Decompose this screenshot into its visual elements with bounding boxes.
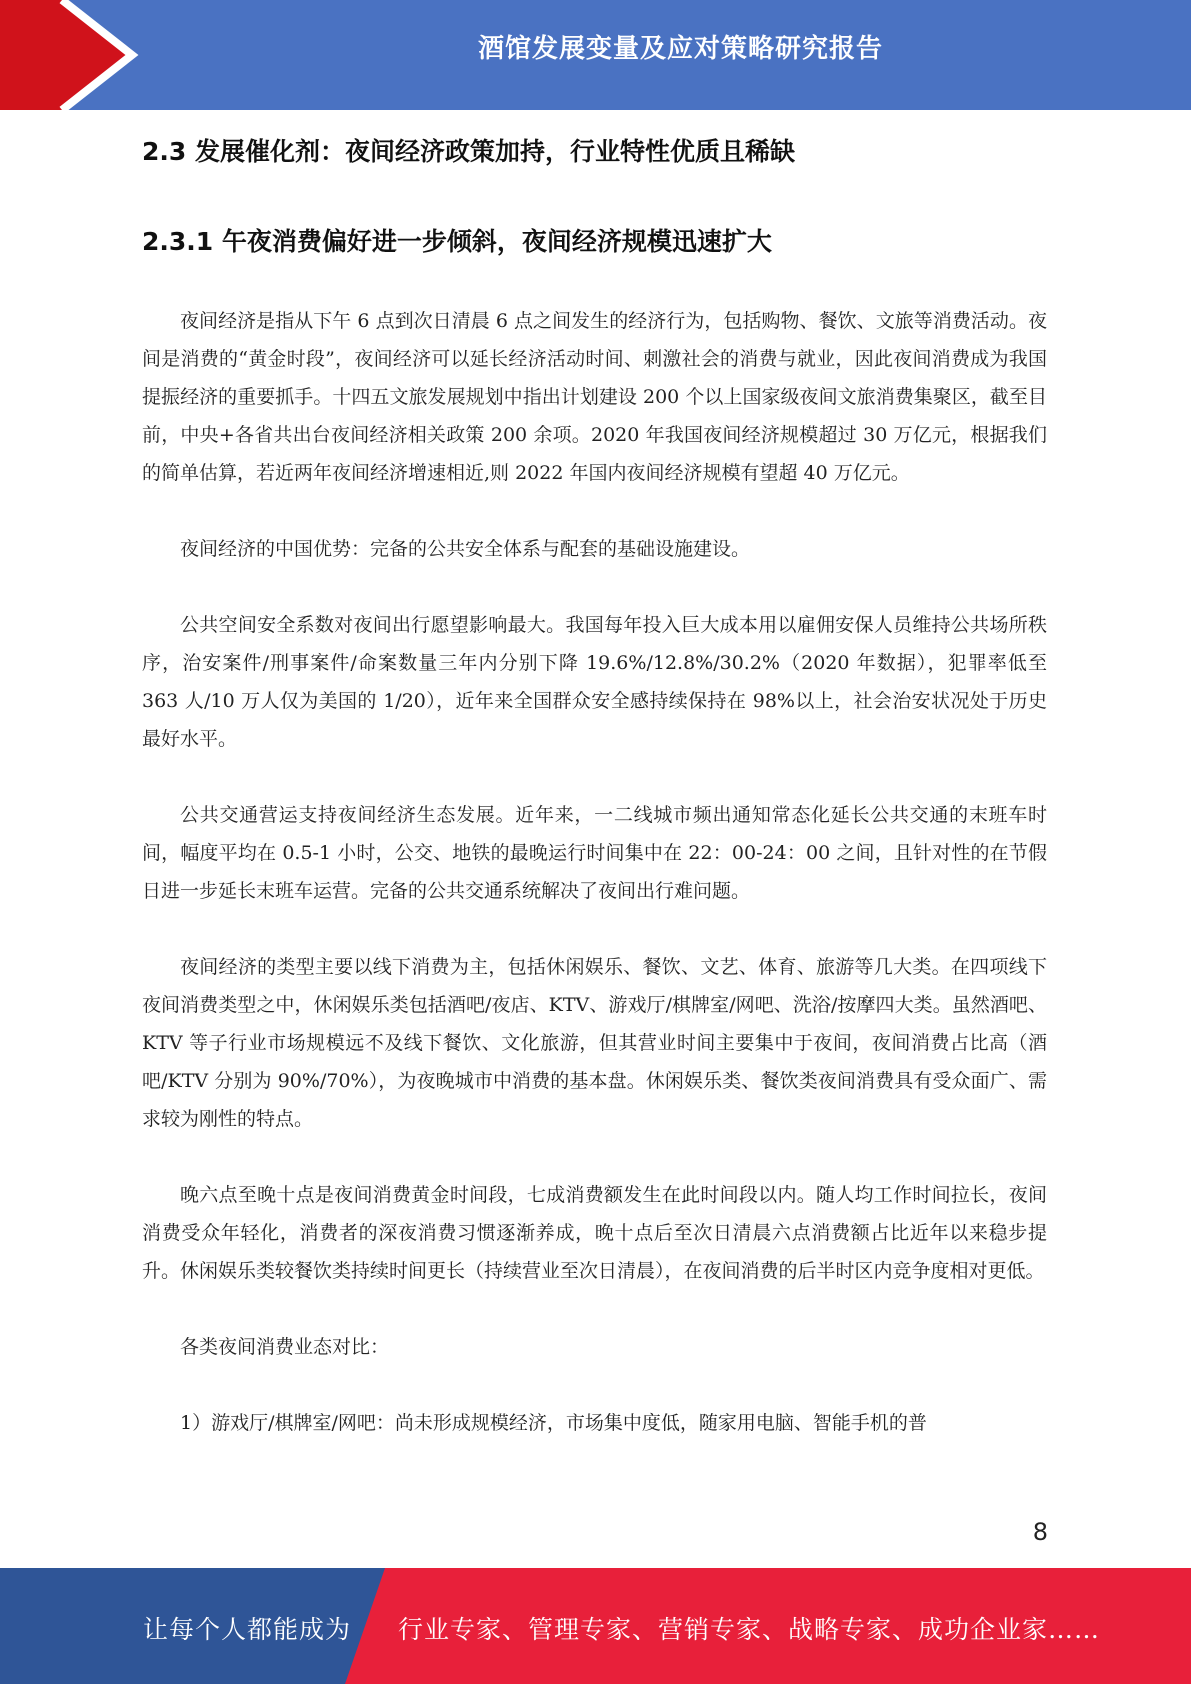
section-heading: 2.3 发展催化剂：夜间经济政策加持，行业特性优质且稀缺 bbox=[142, 137, 795, 166]
subsection-heading: 2.3.1 午夜消费偏好进一步倾斜，夜间经济规模迅速扩大 bbox=[142, 227, 772, 256]
header-banner bbox=[0, 0, 1191, 110]
footer-slogan-right: 行业专家、管理专家、营销专家、战略专家、成功企业家…… bbox=[398, 1615, 1101, 1644]
paragraph: 1）游戏厅/棋牌室/网吧：尚未形成规模经济，市场集中度低，随家用电脑、智能手机的普 bbox=[180, 1412, 927, 1434]
page-number: 8 bbox=[1032, 1518, 1048, 1546]
footer-slogan-left: 让每个人都能成为 bbox=[143, 1615, 352, 1644]
report-title: 酒馆发展变量及应对策略研究报告 bbox=[477, 34, 883, 64]
paragraph: 晚六点至晚十点是夜间消费黄金时间段，七成消费额发生在此时间段以内。随人均工作时间拉长，夜间消费受众年轻化，消费者的深夜消费习惯逐渐养成，晚十点后至次日清晨六点消费额占比近年以来稳步提升。休闲娱乐类较餐饮类持续时间更长（持续营业至次日清晨），在夜间消费的后半时区内竞争度相对更低。 bbox=[142, 1184, 1047, 1282]
body-text bbox=[142, 302, 1047, 1480]
paragraph: 夜间经济的类型主要以线下消费为主，包括休闲娱乐、餐饮、文艺、体育、旅游等几大类。在四项线下夜间消费类型之中，休闲娱乐类包括酒吧/夜店、KTV、游戏厅/棋牌室/网吧、洗浴/按摩四大类。虽然酒吧、KTV 等子行业市场规模远不及线下餐饮、文化旅游，但其营业时间主要集中于夜间，夜间消费占比高（酒吧/KTV 分别为 90%/70%），为夜晚城市中消费的基本盘。休闲娱乐类、餐饮类夜间消费具有受众面广、需求较为刚性的特点。 bbox=[142, 956, 1047, 1130]
paragraph: 公共空间安全系数对夜间出行愿望影响最大。我国每年投入巨大成本用以雇佣安保人员维持公共场所秩序，治安案件/刑事案件/命案数量三年内分别下降 19.6%/12.8%/30.2%（2020 年数据），犯罪率低至 363 人/10 万人仅为美国的 1/20），近年来全国群众安全感持续保持在 98%以上，社会治安状况处于历史最好水平。 bbox=[142, 614, 1047, 750]
footer-banner bbox=[0, 1568, 1191, 1684]
paragraph: 各类夜间消费业态对比： bbox=[180, 1336, 390, 1358]
paragraph: 夜间经济的中国优势：完备的公共安全体系与配套的基础设施建设。 bbox=[180, 538, 751, 560]
paragraph: 公共交通营运支持夜间经济生态发展。近年来，一二线城市频出通知常态化延长公共交通的末班车时间，幅度平均在 0.5-1 小时，公交、地铁的最晚运行时间集中在 22：00-24：00 之间，且针对性的在节假日进一步延长末班车运营。完备的公共交通系统解决了夜间出行难问题。 bbox=[142, 804, 1047, 902]
paragraph: 夜间经济是指从下午 6 点到次日清晨 6 点之间发生的经济行为，包括购物、餐饮、文旅等消费活动。夜间是消费的“黄金时段”，夜间经济可以延长经济活动时间、刺激社会的消费与就业，因此夜间消费成为我国提振经济的重要抓手。十四五文旅发展规划中指出计划建设 200 个以上国家级夜间文旅消费集聚区，截至目前，中央+各省共出台夜间经济相关政策 200 余项。2020 年我国夜间经济规模超过 30 万亿元，根据我们的简单估算，若近两年夜间经济增速相近,则 2022 年国内夜间经济规模有望超 40 万亿元。 bbox=[142, 310, 1047, 484]
